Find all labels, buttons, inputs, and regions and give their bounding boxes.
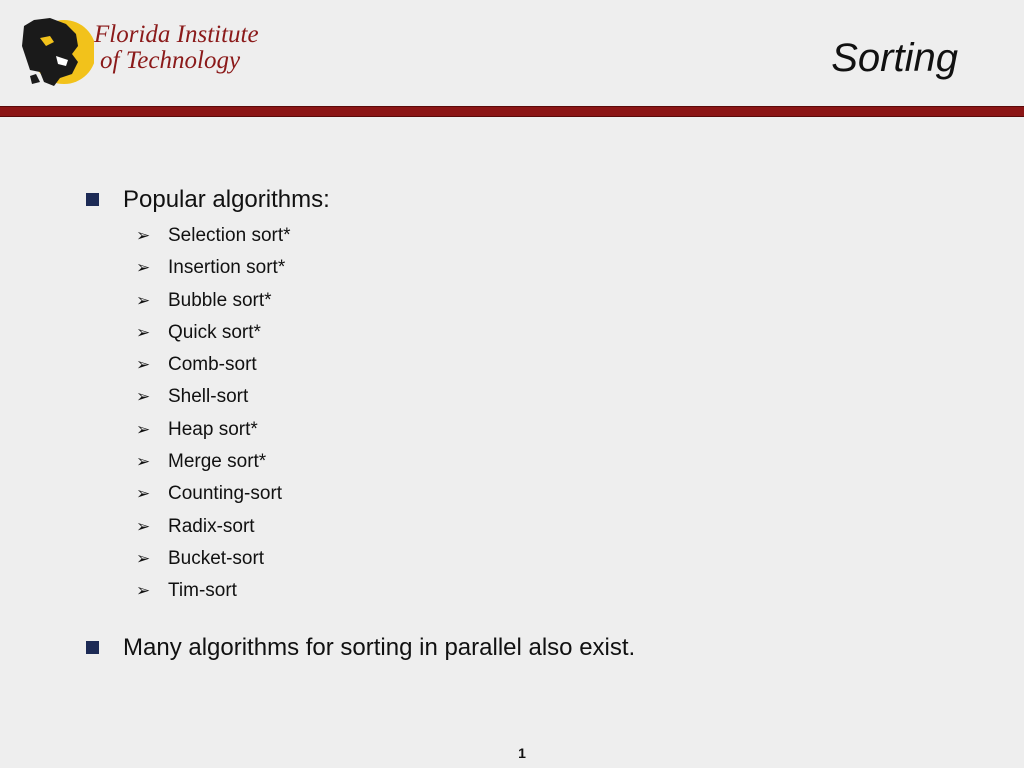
logo-line-2: of Technology bbox=[100, 47, 241, 74]
list-item bbox=[86, 317, 986, 349]
square-bullet-icon bbox=[86, 193, 99, 206]
arrow-bullet-icon: ➢ bbox=[136, 548, 151, 568]
arrow-bullet-icon: ➢ bbox=[136, 581, 151, 601]
page-number: 1 bbox=[518, 745, 526, 761]
arrow-bullet-icon: ➢ bbox=[136, 484, 151, 504]
arrow-bullet-icon: ➢ bbox=[136, 322, 151, 342]
bullet-text: Many algorithms for sorting in parallel also exist. bbox=[123, 633, 636, 661]
list-item-text: Selection sort* bbox=[168, 225, 291, 246]
list-item-text: Bucket-sort bbox=[168, 547, 265, 569]
bullet-popular-algorithms bbox=[86, 184, 986, 216]
list-item bbox=[86, 252, 986, 284]
arrow-bullet-icon: ➢ bbox=[136, 516, 151, 536]
square-bullet-icon bbox=[86, 641, 99, 654]
logo-wordmark bbox=[94, 22, 259, 74]
arrow-bullet-icon: ➢ bbox=[136, 387, 151, 407]
list-item-text: Counting-sort bbox=[168, 483, 283, 505]
list-item-text: Tim-sort bbox=[168, 580, 237, 602]
panther-logo-icon bbox=[20, 16, 94, 88]
list-item-text: Heap sort* bbox=[168, 418, 258, 440]
bullet-parallel-sorting bbox=[86, 632, 986, 664]
list-item-text: Comb-sort bbox=[168, 354, 257, 376]
slide-content bbox=[86, 184, 986, 664]
slide-title: Sorting bbox=[831, 36, 958, 80]
list-item-text: Merge sort* bbox=[168, 451, 267, 473]
list-item-text: Insertion sort* bbox=[168, 257, 286, 279]
arrow-bullet-icon: ➢ bbox=[136, 290, 151, 310]
list-item bbox=[86, 575, 986, 607]
arrow-bullet-icon: ➢ bbox=[136, 258, 151, 278]
list-item bbox=[86, 381, 986, 413]
list-item bbox=[86, 285, 986, 317]
logo-line-1: Florida Institute bbox=[94, 21, 259, 48]
list-item-text: Shell-sort bbox=[168, 386, 249, 408]
bullet-text: Popular algorithms: bbox=[123, 186, 330, 213]
arrow-bullet-icon: ➢ bbox=[136, 452, 151, 472]
list-item bbox=[86, 414, 986, 446]
list-item bbox=[86, 349, 986, 381]
list-item bbox=[86, 478, 986, 510]
title-divider-bar bbox=[0, 106, 1024, 117]
list-item bbox=[86, 511, 986, 543]
list-item bbox=[86, 220, 986, 252]
list-item bbox=[86, 543, 986, 575]
institution-logo bbox=[20, 16, 260, 88]
list-item-text: Bubble sort* bbox=[168, 289, 272, 311]
arrow-bullet-icon: ➢ bbox=[136, 226, 151, 245]
algorithm-list bbox=[86, 220, 986, 608]
list-item bbox=[86, 446, 986, 478]
list-item-text: Radix-sort bbox=[168, 515, 255, 537]
list-item-text: Quick sort* bbox=[168, 321, 261, 343]
arrow-bullet-icon: ➢ bbox=[136, 419, 151, 439]
arrow-bullet-icon: ➢ bbox=[136, 355, 151, 375]
